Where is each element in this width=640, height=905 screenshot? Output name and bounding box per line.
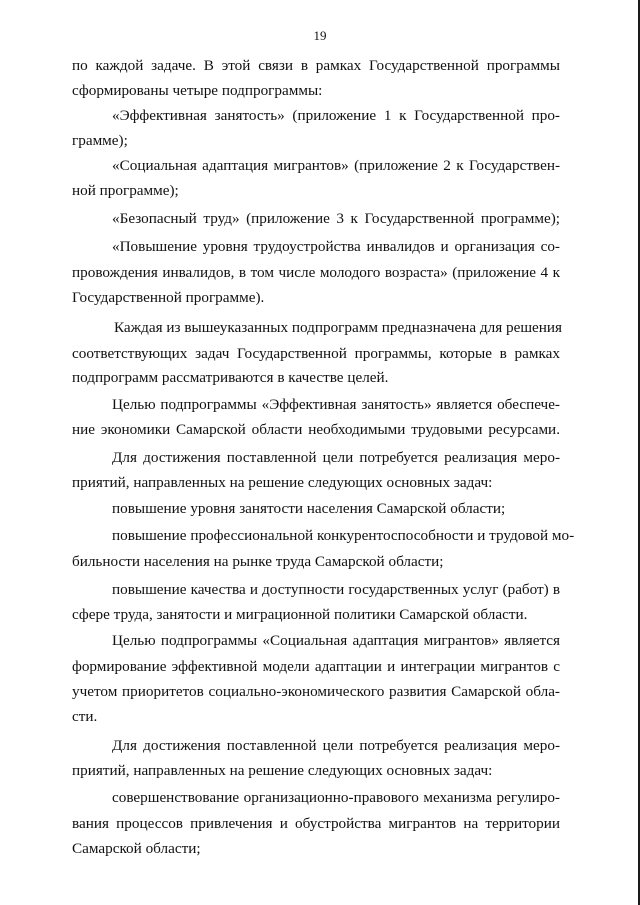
text-line: учетом приоритетов социально-экономического развития Самарской обла- — [72, 683, 560, 700]
text-line: провождения инвалидов, в том числе молодого возраста» (приложение 4 к — [72, 264, 560, 281]
text-line: подпрограмм рассматриваются в качестве целей. — [72, 369, 389, 386]
text-line: соответствующих задач Государственной программы, которые в рамках — [72, 345, 560, 362]
text-line: повышение профессиональной конкурентоспособности и трудовой мо- — [112, 527, 575, 544]
text-line: ной программе); — [72, 182, 179, 199]
text-line: бильности населения на рынке труда Самарской области; — [72, 553, 444, 570]
text-line: повышение качества и доступности государственных услуг (работ) в — [112, 581, 560, 598]
text-line: «Социальная адаптация мигрантов» (приложение 2 к Государствен- — [112, 157, 560, 174]
text-line: «Эффективная занятость» (приложение 1 к Государственной про- — [112, 107, 560, 124]
text-line: Государственной программе). — [72, 289, 265, 306]
text-line: Самарской области; — [72, 840, 201, 857]
text-line: вания процессов привлечения и обустройства мигрантов на территории — [72, 815, 560, 832]
text-line: сти. — [72, 708, 98, 725]
text-line: Для достижения поставленной цели потребуется реализация меро- — [112, 449, 560, 466]
text-line: приятий, направленных на решение следующих основных задач: — [72, 762, 493, 779]
page-number: 19 — [313, 28, 327, 43]
text-line: формирование эффективной модели адаптации и интеграции мигрантов с — [72, 658, 560, 675]
text-line: приятий, направленных на решение следующих основных задач: — [72, 474, 493, 491]
text-line: «Безопасный труд» (приложение 3 к Государственной программе); — [112, 210, 560, 227]
text-line: ние экономики Самарской области необходимыми трудовыми ресурсами. — [72, 421, 560, 438]
text-line: по каждой задаче. В этой связи в рамках Государственной программы — [72, 57, 560, 74]
text-line: грамме); — [72, 132, 128, 149]
text-line: повышение уровня занятости населения Самарской области; — [112, 500, 506, 517]
text-line: «Повышение уровня трудоустройства инвалидов и организация со- — [112, 238, 560, 255]
text-line: сформированы четыре подпрограммы: — [72, 82, 323, 99]
text-line: Для достижения поставленной цели потребуется реализация меро- — [112, 737, 560, 754]
text-line: Каждая из вышеуказанных подпрограмм предназначена для решения — [114, 319, 563, 336]
text-line: сфере труда, занятости и миграционной политики Самарской области. — [72, 606, 528, 623]
text-line: совершенствование организационно-правового механизма регулиро- — [112, 789, 560, 806]
text-line: Целью подпрограммы «Социальная адаптация мигрантов» является — [112, 632, 560, 649]
text-line: Целью подпрограммы «Эффективная занятость» является обеспече- — [112, 396, 560, 413]
